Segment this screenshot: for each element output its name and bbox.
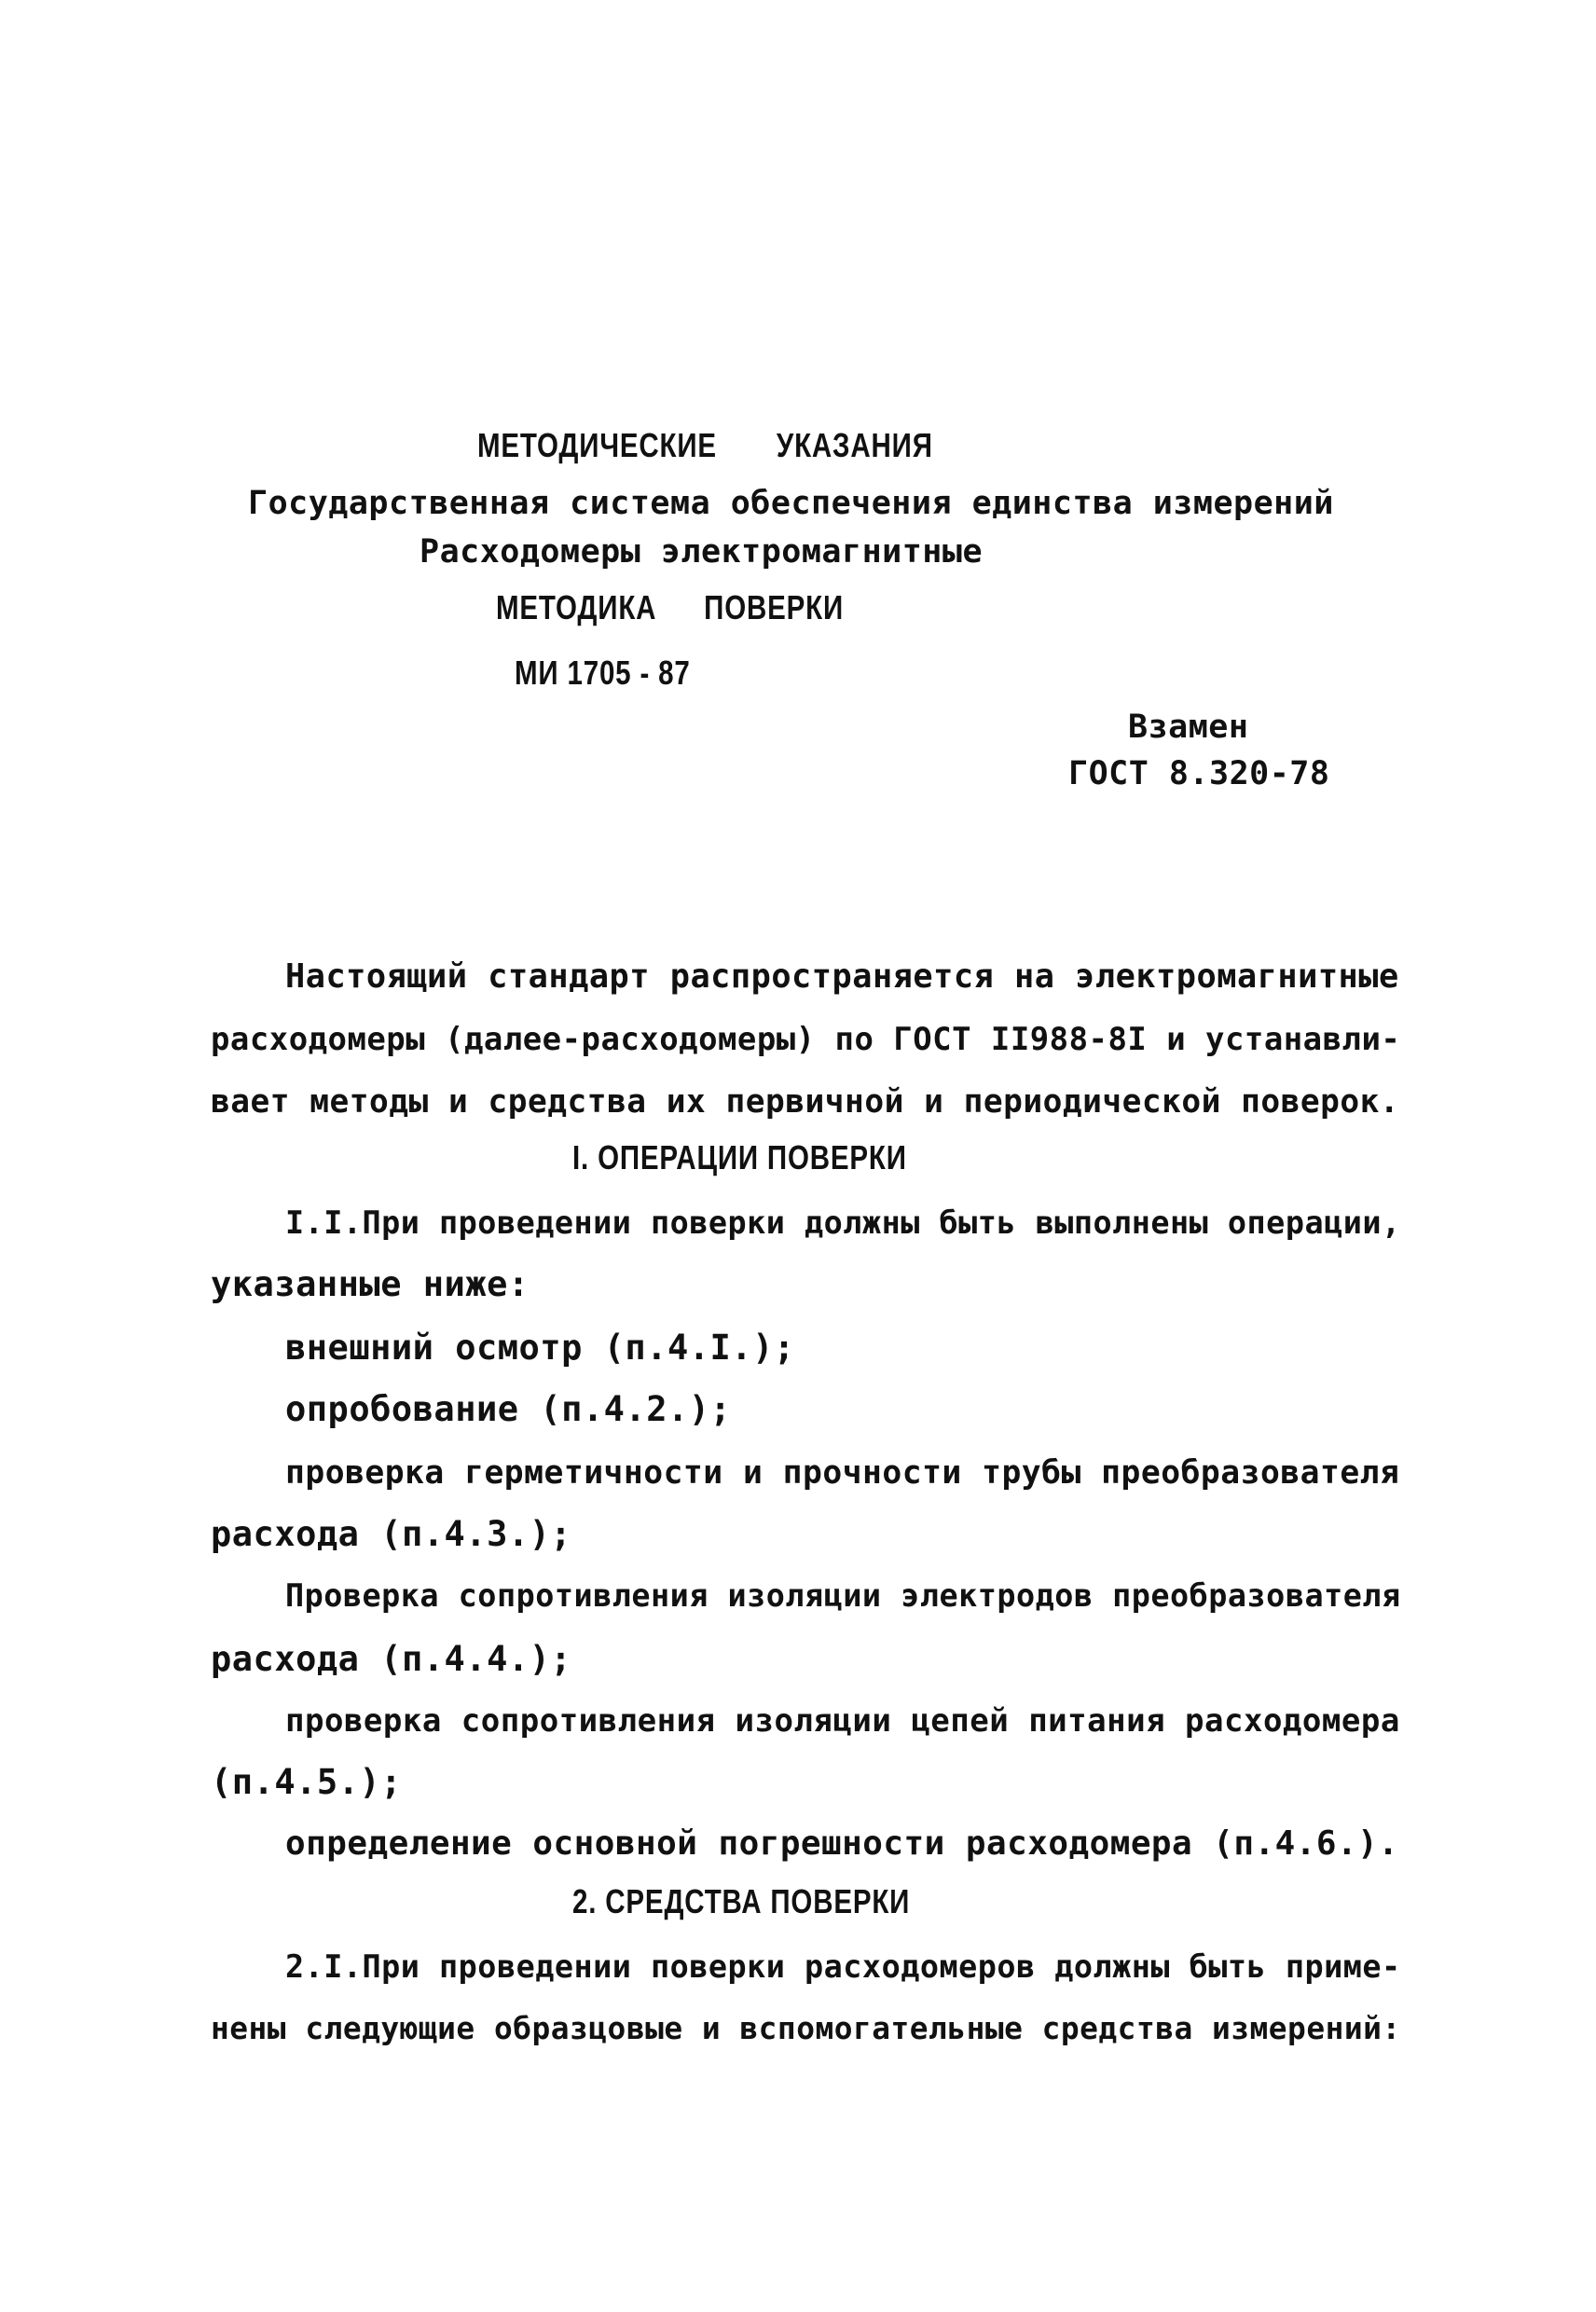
document-number: МИ 1705 - 87 [515, 654, 691, 692]
method-title-word: МЕТОДИКА [496, 588, 657, 626]
intro-line: Настоящий стандарт распространяется на электромагнитные [285, 957, 1399, 996]
document-type-word: УКАЗАНИЯ [776, 426, 933, 464]
system-name-line: Государственная система обеспечения единства измерений [248, 485, 1334, 522]
intro-line: расходомеры (далее-расходомеры) по ГОСТ II988-8I и устанавли- [211, 1022, 1401, 1058]
list-item: опробование (п.4.2.); [285, 1389, 732, 1429]
list-item: внешний осмотр (п.4.I.); [285, 1328, 795, 1368]
subject-line: Расходомеры электромагнитные [420, 533, 984, 571]
list-item-continuation: расхода (п.4.3.); [211, 1514, 572, 1554]
list-item-continuation: (п.4.5.); [211, 1762, 402, 1802]
list-item: проверка герметичности и прочности трубы преобразователя [285, 1454, 1400, 1492]
paragraph-line: указанные ниже: [211, 1264, 530, 1304]
list-item: проверка сопротивления изоляции цепей питания расходомера [285, 1702, 1400, 1740]
replaces-label: Взамен [1128, 709, 1249, 746]
paragraph-line: нены следующие образцовые и вспомогательные средства измерений: [211, 2011, 1401, 2046]
section-heading: 2. СРЕДСТВА ПОВЕРКИ [572, 1882, 911, 1920]
intro-line: вает методы и средства их первичной и периодической поверок. [211, 1083, 1400, 1121]
list-item-continuation: расхода (п.4.4.); [211, 1639, 572, 1679]
list-item: определение основной погрешности расходомера (п.4.6.). [285, 1824, 1399, 1863]
method-title-word: ПОВЕРКИ [704, 588, 845, 626]
list-item: Проверка сопротивления изоляции электродов преобразователя [285, 1577, 1401, 1614]
section-heading: I. ОПЕРАЦИИ ПОВЕРКИ [572, 1138, 907, 1177]
replaces-document: ГОСТ 8.320-78 [1068, 755, 1330, 792]
method-title [496, 587, 844, 628]
paragraph-line: I.I.При проведении поверки должны быть выполнены операции, [285, 1204, 1401, 1241]
document-type-word: МЕТОДИЧЕСКИЕ [477, 426, 717, 464]
paragraph-line: 2.I.При проведении поверки расходомеров должны быть приме- [285, 1948, 1401, 1985]
document-type-title [477, 425, 933, 466]
